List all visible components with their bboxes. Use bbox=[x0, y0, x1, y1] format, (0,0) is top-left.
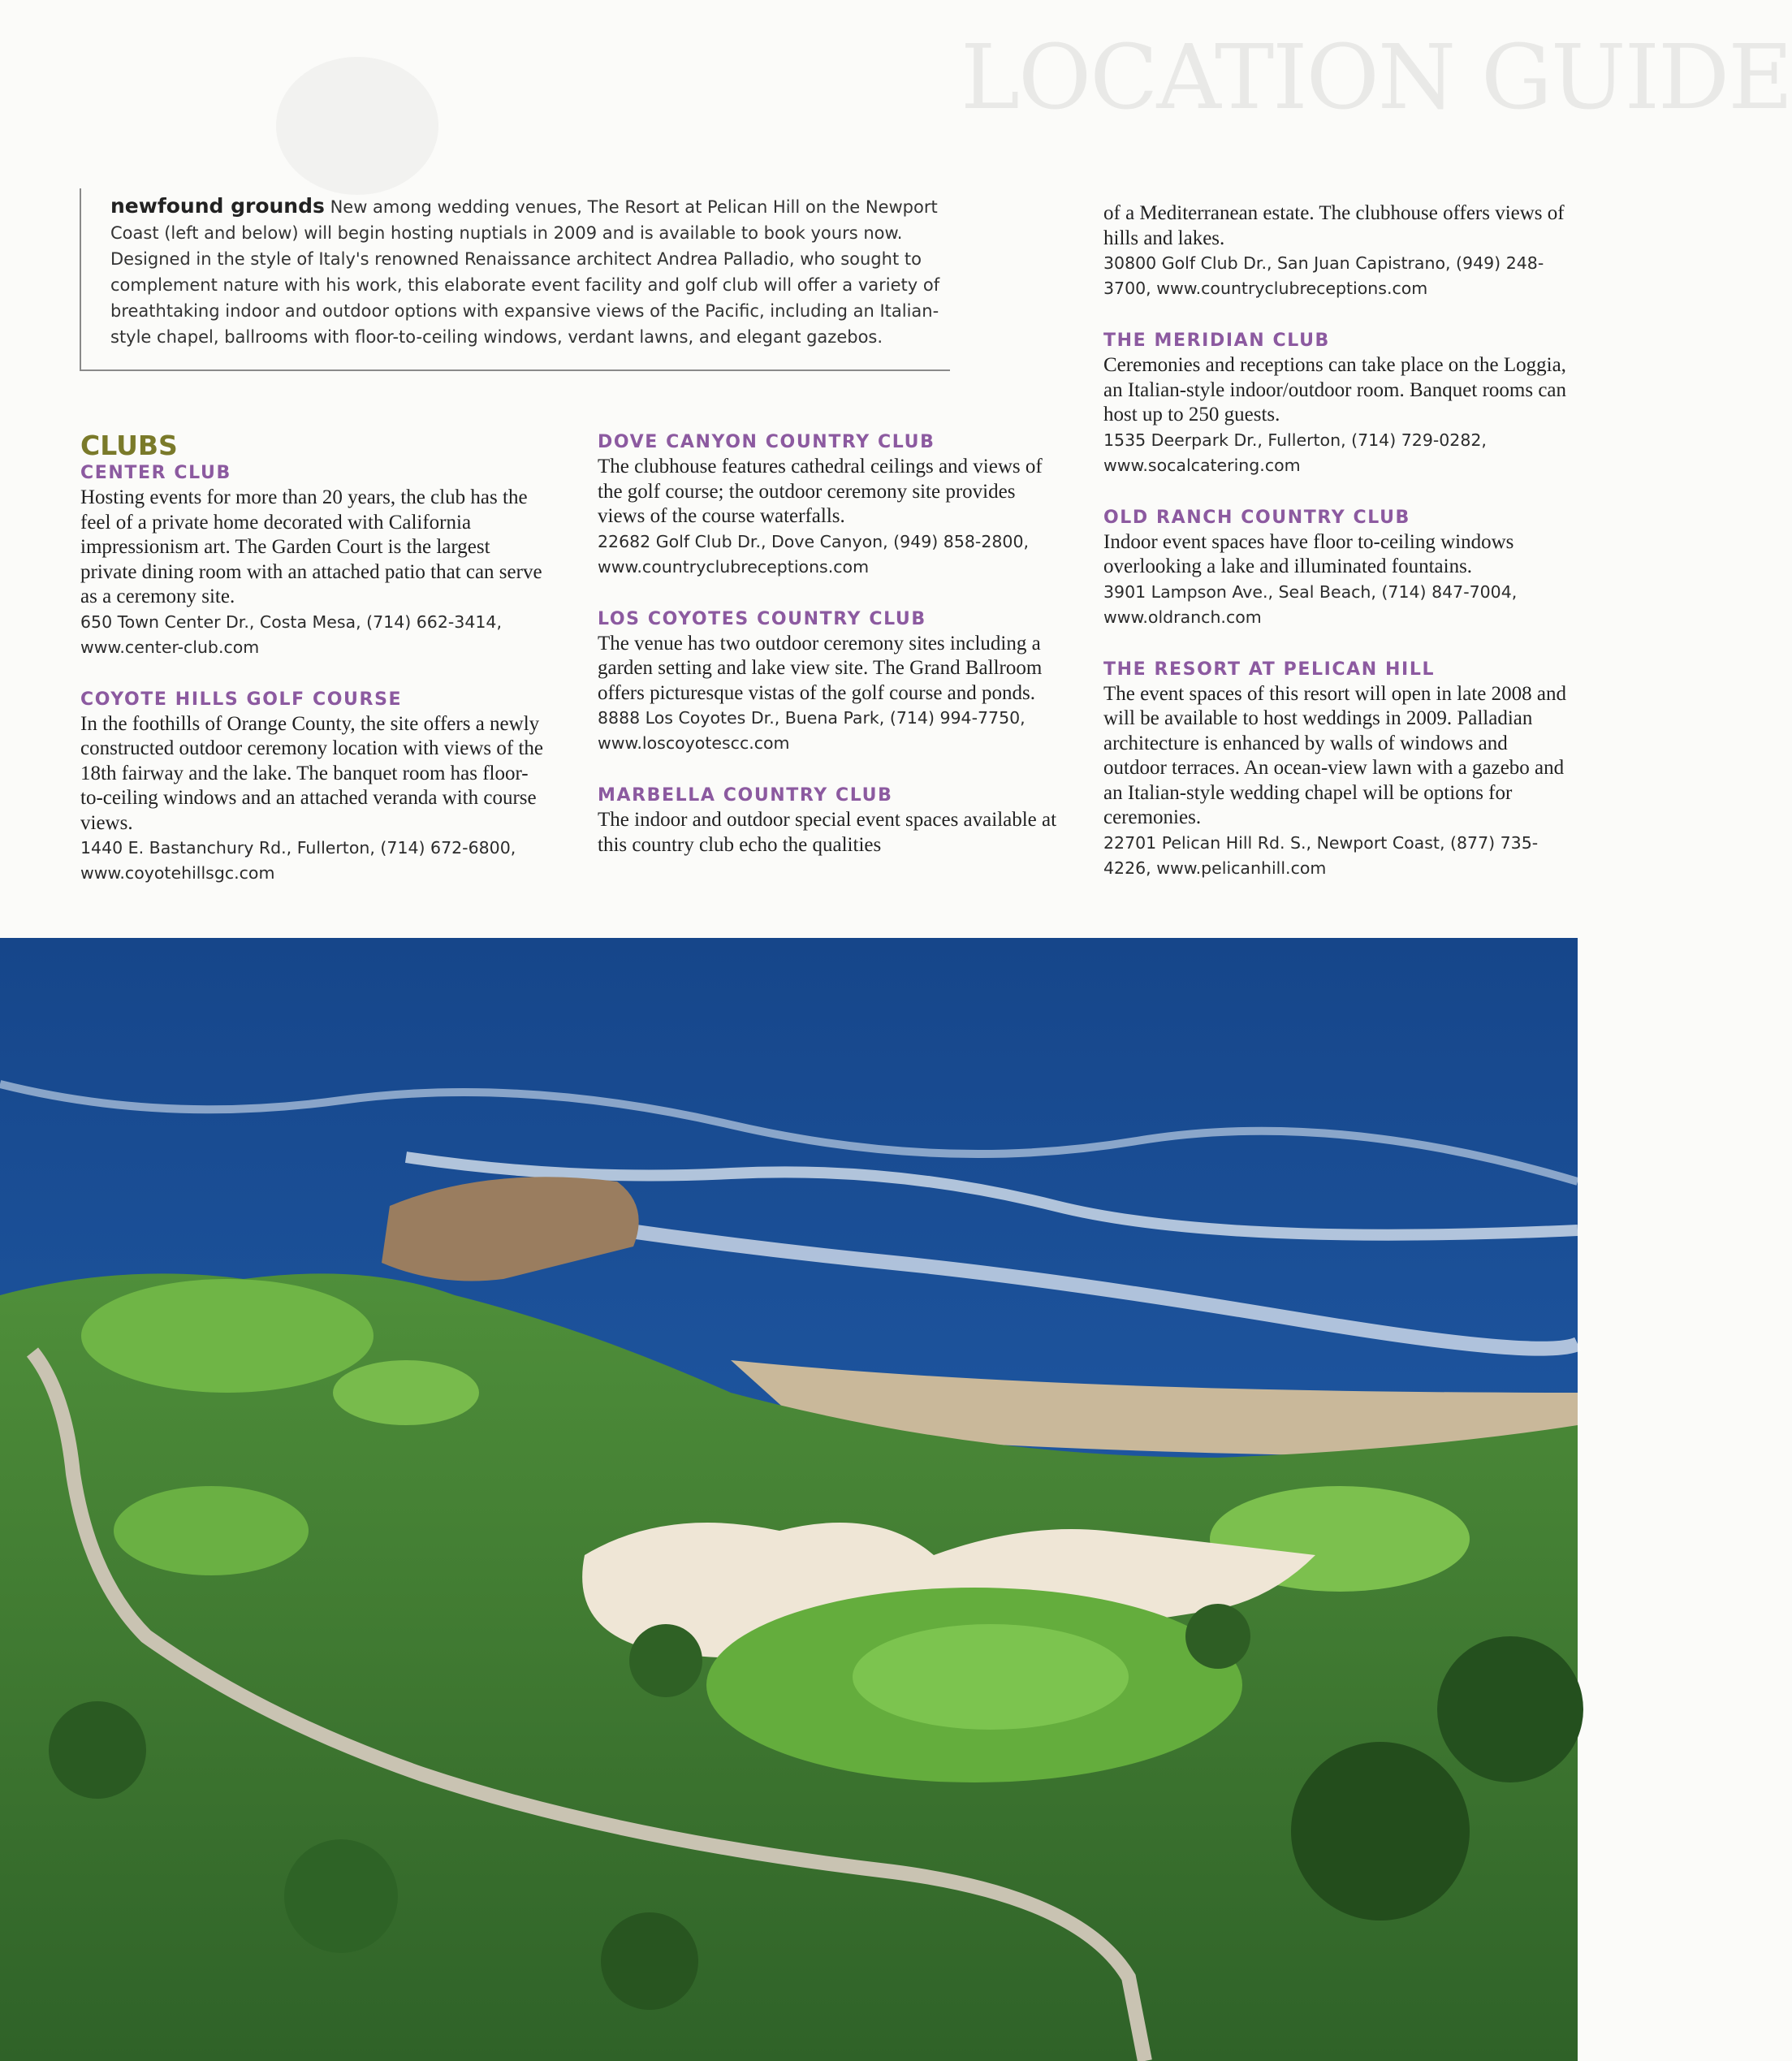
faded-page-header: LOCATION GUIDE bbox=[961, 25, 1792, 129]
golf-course-aerial-photo bbox=[0, 938, 1578, 2061]
venue-description: In the foothills of Orange County, the site offers a newly constructed outdoor ceremony location with views of the 18th fairway and the lake. The banquet room has floor-to-ceiling windows and an attached veranda with course views. bbox=[80, 712, 543, 834]
venue-entry bbox=[1103, 506, 1566, 630]
venue-description: The event spaces of this resort will open in late 2008 and will be available to host weddings in 2009. Palladian architecture is enhanced by walls of windows and outdoor terraces. An ocean-view lawn with a gazebo and an Italian-style wedding chapel will be options for ceremonies. bbox=[1103, 682, 1566, 828]
venue-address: 1535 Deerpark Dr., Fullerton, (714) 729-0282, www.socalcatering.com bbox=[1103, 430, 1487, 475]
venue-entry bbox=[80, 461, 543, 660]
venue-name: LOS COYOTES COUNTRY CLUB bbox=[598, 608, 926, 629]
section-title: CLUBS bbox=[80, 430, 178, 461]
venue-address: 3901 Lampson Ave., Seal Beach, (714) 847-7004, www.oldranch.com bbox=[1103, 581, 1518, 627]
faded-logo bbox=[276, 57, 438, 195]
intro-lead: newfound grounds bbox=[110, 194, 325, 218]
venue-entry bbox=[1103, 658, 1566, 881]
venue-name: COYOTE HILLS GOLF COURSE bbox=[80, 689, 403, 710]
venue-name: DOVE CANYON COUNTRY CLUB bbox=[598, 432, 935, 452]
venue-entry bbox=[598, 430, 1060, 580]
column-3 bbox=[1103, 201, 1566, 909]
venue-address: 1440 E. Bastanchury Rd., Fullerton, (714) 672-6800, www.coyotehillsgc.com bbox=[80, 838, 516, 883]
venue-entry-continued bbox=[1103, 201, 1566, 301]
column-1 bbox=[80, 430, 543, 914]
venue-description: Hosting events for more than 20 years, the club has the feel of a private home decorated with California impressionism art. The Garden Court is the largest private dining room with an attached patio that can serve as a ceremony site. bbox=[80, 486, 542, 607]
column-2 bbox=[598, 430, 1060, 885]
venue-description: The clubhouse features cathedral ceilings and views of the golf course; the outdoor ceremony site provides views of the course waterfalls. bbox=[598, 456, 1043, 527]
venue-address: 30800 Golf Club Dr., San Juan Capistrano, (949) 248-3700, www.countryclubreceptions.com bbox=[1103, 253, 1544, 298]
venue-name: THE RESORT AT PELICAN HILL bbox=[1103, 659, 1436, 680]
venue-name: CENTER CLUB bbox=[80, 463, 231, 483]
venue-description: Indoor event spaces have floor to-ceiling windows overlooking a lake and illuminated fountains. bbox=[1103, 530, 1514, 577]
venue-description: The indoor and outdoor special event spaces available at this country club echo the qualities bbox=[598, 809, 1057, 856]
venue-entry bbox=[80, 688, 543, 887]
venue-description: Ceremonies and receptions can take place on the Loggia, an Italian-style indoor/outdoor room. Banquet rooms can host up to 250 guests. bbox=[1103, 354, 1567, 426]
venue-description: of a Mediterranean estate. The clubhouse offers views of hills and lakes. bbox=[1103, 202, 1565, 249]
venue-description: The venue has two outdoor ceremony sites including a garden setting and lake view site. The Grand Ballroom offers picturesque vistas of the golf course and ponds. bbox=[598, 632, 1043, 704]
venue-name: THE MERIDIAN CLUB bbox=[1103, 331, 1330, 351]
coastline-illustration bbox=[0, 938, 1578, 2061]
venue-entry bbox=[1103, 329, 1566, 478]
venue-entry bbox=[598, 607, 1060, 757]
venue-address: 650 Town Center Dr., Costa Mesa, (714) 662-3414, www.center-club.com bbox=[80, 611, 502, 657]
venue-address: 22701 Pelican Hill Rd. S., Newport Coast, (877) 735-4226, www.pelicanhill.com bbox=[1103, 832, 1539, 878]
intro-body: New among wedding venues, The Resort at Pelican Hill on the Newport Coast (left and below) will begin hosting nuptials in 2009 and is available to book yours now. Designed in the style of Italy's renowned Renaissance architect Andrea Palladio, who sought to complement nature with his work, this elaborate event facility and golf club will offer a variety of breathtaking indoor and outdoor options with expansive views of the Pacific, including an Italian-style chapel, ballrooms with floor-to-ceiling windows, verdant lawns, and elegant gazebos. bbox=[110, 197, 940, 347]
venue-name: MARBELLA COUNTRY CLUB bbox=[598, 785, 893, 806]
venue-address: 8888 Los Coyotes Dr., Buena Park, (714) 994-7750, www.loscoyotescc.com bbox=[598, 708, 1026, 753]
venue-address: 22682 Golf Club Dr., Dove Canyon, (949) 858-2800, www.countryclubreceptions.com bbox=[598, 531, 1030, 577]
intro-box bbox=[80, 188, 950, 371]
venue-name: OLD RANCH COUNTRY CLUB bbox=[1103, 507, 1410, 528]
venue-entry bbox=[598, 784, 1060, 858]
